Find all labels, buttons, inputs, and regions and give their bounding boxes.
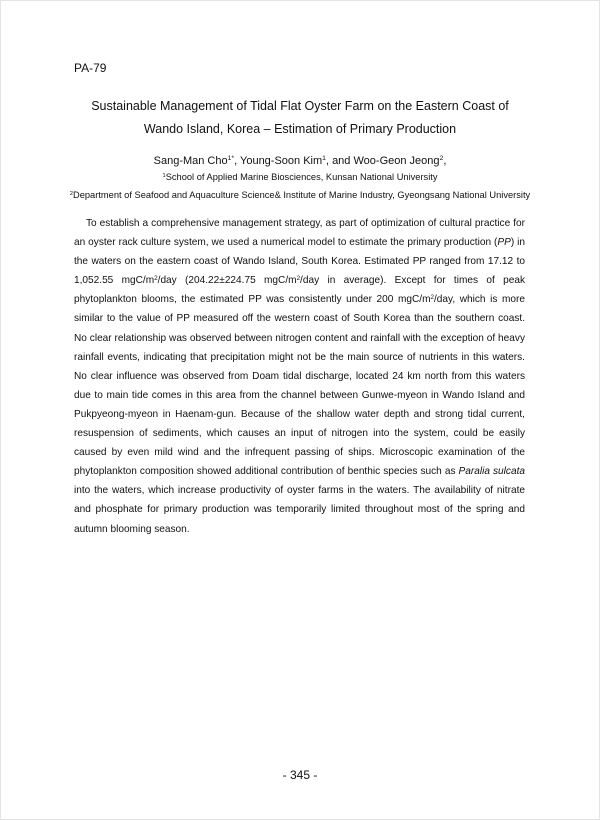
abstract-text: /day, which is more similar to the value of PP measured off the western coast of South Korea than the southern coast. No clear relationship was observed between nitrogen content and rainfall with the exception of heavy rainfall events, indicating that precipitation might not be the main source of nutrients in this waters. No clear influence was observed from Doam tidal discharge, located 24 km north from this waters due to main tide comes in this area from the channel between Gunwe-myeon in Wando Island and Pukpyeong-myeon in Haenam-gun. Because of the shallow water depth and strong tidal current, resuspension of sediments, which causes an input of nitrogen into the system, could be easily caused by even mild wind and the infrequent passing of ships. Microscopic examination of the phytoplankton composition showed additional contribution of benthic species such as xyxy=(74,294,525,478)
author-separator: , and xyxy=(325,155,354,167)
unit-superscript: 2 xyxy=(430,293,434,301)
abstract-text: /day in average). Except for times of peak phytoplankton blooms, the estimated PP was consistently under 200 mgC/m xyxy=(74,275,525,306)
author-list xyxy=(40,152,560,170)
affiliation-mark: 1 xyxy=(162,172,166,179)
author-name: Young-Soon Kim xyxy=(240,155,323,167)
affiliation-text: School of Applied Marine Biosciences, Kunsan National University xyxy=(165,172,438,182)
abstract-text: /day (204.22±224.75 mgC/m xyxy=(157,275,297,287)
author-affiliation-mark: 1 xyxy=(322,155,326,163)
affiliation-1 xyxy=(30,170,570,184)
author-name: Woo-Geon Jeong xyxy=(353,155,440,167)
affiliation-2 xyxy=(30,188,570,202)
abstract-text: To establish a comprehensive management strategy, as part of optimization of cultural practice for an oyster rack culture system, we used a numerical model to estimate the primary production ( xyxy=(74,218,525,249)
author-separator: , xyxy=(443,155,447,167)
author-name: Sang-Man Cho xyxy=(153,155,228,167)
title-line-1: Sustainable Management of Tidal Flat Oyster Farm on the Eastern Coast of xyxy=(91,99,509,113)
affiliation-mark: 2 xyxy=(69,190,73,197)
abstract-text: into the waters, which increase productivity of oyster farms in the waters. The availability of nitrate and phosphate for primary production was temporarily limited throughout most of the spring and autumn blooming season. xyxy=(74,485,525,535)
abstract-text: ) in the waters on the eastern coast of Wando Island, South Korea. Estimated PP ranged from 17.12 to 1,052.55 mgC/m xyxy=(74,237,526,287)
abstract-italic-term: PP xyxy=(497,237,511,249)
author-separator: , xyxy=(234,155,240,167)
author-affiliation-mark: 2 xyxy=(439,155,444,163)
unit-superscript: 2 xyxy=(296,274,301,282)
abstract-body xyxy=(74,214,525,539)
paper-code: PA-79 xyxy=(74,61,107,75)
abstract-species-name: Paralia sulcata xyxy=(458,466,525,478)
paper-title xyxy=(40,95,560,141)
title-line-2: Wando Island, Korea – Estimation of Primary Production xyxy=(143,122,457,136)
author-affiliation-mark: 1* xyxy=(227,155,235,163)
page-number: - 345 - xyxy=(282,768,318,782)
affiliation-text: Department of Seafood and Aquaculture Science& Institute of Marine Industry, Gyeongsang National University xyxy=(73,190,531,200)
unit-superscript: 2 xyxy=(154,274,158,282)
